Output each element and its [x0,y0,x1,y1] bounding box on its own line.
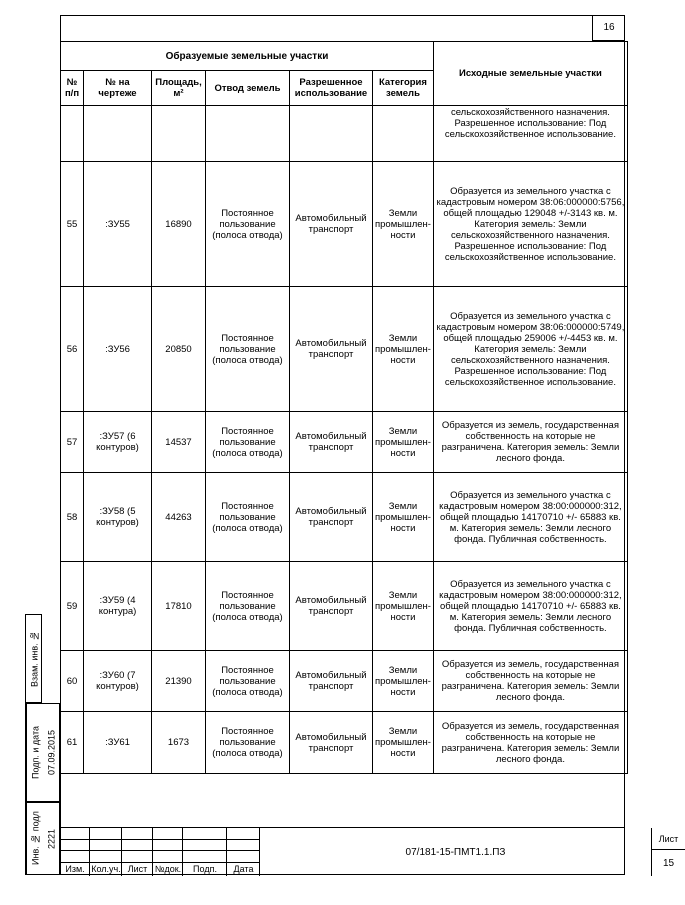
permitted-use: Автомобильный транспорт [290,651,373,712]
col-header: № на чертеже [84,71,152,106]
source-plot: Образуется из земель, государственная собственность на которые не разграничена. Категория земель: Земли лесного фонда. [433,651,627,712]
sheet-label: Лист [652,828,685,850]
row-number: 55 [61,162,84,287]
table-row [61,712,628,774]
plot-id: :ЗУ56 [84,287,152,412]
vzam-label: Взам. инв. № [29,630,40,687]
land-category: Земли промышлен-ности [373,712,434,774]
row-number: 58 [61,473,84,562]
plot-area: 16890 [152,162,206,287]
tb-podp: Подп. [193,864,217,874]
source-plot: Образуется из земельного участка с кадастровым номером 38:06:000000:5749, общей площадью 259006 +/-4453 кв. м. Категория земель: Земли сельскохозяйственного назначения. Разрешенное использование: Под сельскохозяйственное использование. [433,287,627,412]
land-category: Земли промышлен-ности [373,562,434,651]
empty-row [61,774,628,829]
row-number: 59 [61,562,84,651]
row-number: 57 [61,412,84,473]
stamp-sign-date [25,703,60,802]
plot-area: 21390 [152,651,206,712]
continuation-text: сельскохозяйственного назначения. Разрешенное использование: Под сельскохозяйственное использование. [433,106,627,162]
land-category: Земли промышлен-ности [373,651,434,712]
land-category: Земли промышлен-ности [373,162,434,287]
plot-area: 20850 [152,287,206,412]
tb-izm: Изм. [65,864,85,874]
inv-podl-label: Инв. № подл [26,803,44,874]
table-row [61,473,628,562]
col-header: № п/п [61,71,84,106]
document-code: 07/181-15-ПМТ1.1.ПЗ [260,828,652,876]
sheet-number: 15 [662,857,675,869]
source-plot: Образуется из земельного участка с кадастровым номером 38:06:000000:5756, общей площадью 129048 +/-3143 кв. м. Категория земель: Земли сельскохозяйственного назначения. Разрешенное использование: Под сельскохозяйственное использование. [433,162,627,287]
permitted-use: Автомобильный транспорт [290,287,373,412]
land-category: Земли промышлен-ности [373,287,434,412]
table-row [61,412,628,473]
plot-area: 17810 [152,562,206,651]
allotment: Постоянное пользование (полоса отвода) [206,651,290,712]
source-plot: Образуется из земельного участка с кадастровым номером 38:00:000000:312, общей площадью 14170710 +/- 65883 кв. м. Категория земель: Земли лесного фонда. Публичная собственность. [433,562,627,651]
plot-id: :ЗУ58 (5 контуров) [84,473,152,562]
col-header: Площадь, м² [152,71,206,106]
tb-n-dok: №док. [154,864,182,874]
group-header: Образуемые земельные участки [61,42,434,71]
tb-list: Лист [127,864,148,874]
row-number: 61 [61,712,84,774]
inv-podl-value: 2221 [46,828,57,849]
sign-date-label: Подп. и дата [26,704,44,801]
source-plot: Образуется из земель, государственная собственность на которые не разграничена. Категория земель: Земли лесного фонда. [433,412,627,473]
source-plot: Образуется из земельного участка с кадастровым номером 38:00:000000:312, общей площадью 14170710 +/- 65883 кв. м. Категория земель: Земли лесного фонда. Публичная собственность. [433,473,627,562]
tb-data: Дата [233,864,254,874]
land-category: Земли промышлен-ности [373,412,434,473]
table-row [61,287,628,412]
allotment: Постоянное пользование (полоса отвода) [206,562,290,651]
permitted-use: Автомобильный транспорт [290,473,373,562]
col-header: Категория земель [373,71,434,106]
plot-id: :ЗУ61 [84,712,152,774]
plot-area: 44263 [152,473,206,562]
permitted-use: Автомобильный транспорт [290,162,373,287]
plot-id: :ЗУ55 [84,162,152,287]
row-number: 56 [61,287,84,412]
allotment: Постоянное пользование (полоса отвода) [206,412,290,473]
continuation-row [61,106,628,162]
title-block [60,827,679,876]
table-row [61,162,628,287]
col-header: Отвод земель [206,71,290,106]
allotment: Постоянное пользование (полоса отвода) [206,287,290,412]
permitted-use: Автомобильный транспорт [290,412,373,473]
plot-area: 1673 [152,712,206,774]
tb-kol-uch: Кол.уч. [91,864,121,874]
stamp-vzam [25,614,42,703]
land-plots-table [60,41,628,829]
allotment: Постоянное пользование (полоса отвода) [206,162,290,287]
permitted-use: Автомобильный транспорт [290,562,373,651]
stamp-inv-podl [25,802,60,875]
row-number: 60 [61,651,84,712]
plot-id: :ЗУ60 (7 контуров) [84,651,152,712]
allotment: Постоянное пользование (полоса отвода) [206,712,290,774]
table-row [61,651,628,712]
source-plot: Образуется из земель, государственная собственность на которые не разграничена. Категория земель: Земли лесного фонда. [433,712,627,774]
col-header: Разрешенное использование [290,71,373,106]
plot-id: :ЗУ59 (4 контура) [84,562,152,651]
permitted-use: Автомобильный транспорт [290,712,373,774]
plot-area: 14537 [152,412,206,473]
sign-date-value: 07.09.2015 [46,729,57,776]
top-page-number: 16 [592,15,625,41]
table-row [61,562,628,651]
plot-id: :ЗУ57 (6 контуров) [84,412,152,473]
land-category: Земли промышлен-ности [373,473,434,562]
source-header: Исходные земельные участки [433,42,627,106]
allotment: Постоянное пользование (полоса отвода) [206,473,290,562]
